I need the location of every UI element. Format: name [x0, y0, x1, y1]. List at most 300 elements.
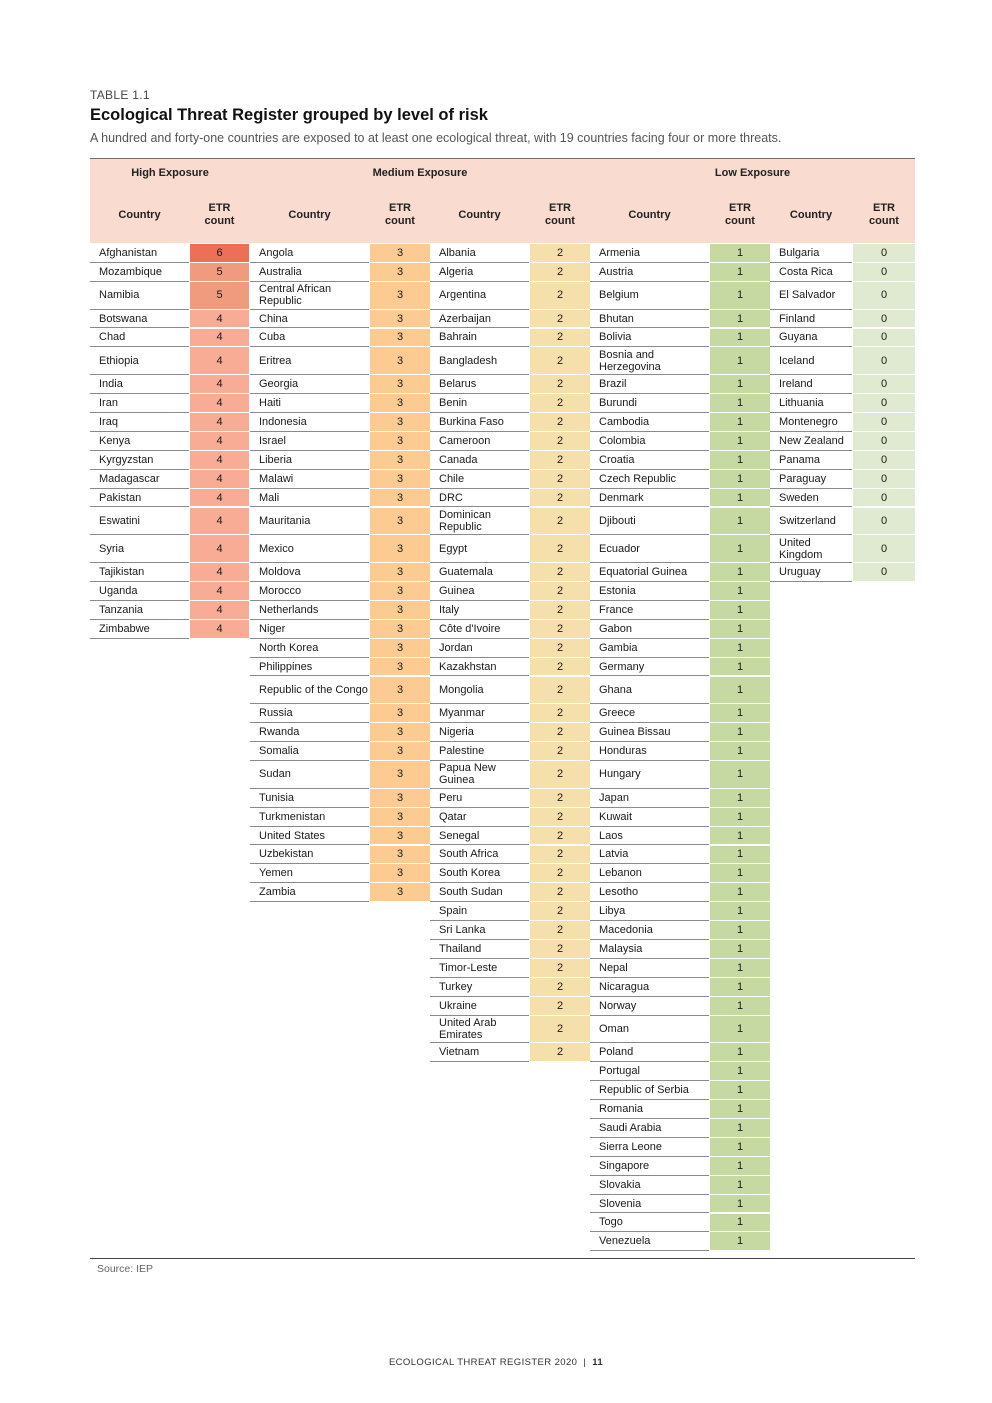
- etr-count-cell: 3: [370, 761, 430, 789]
- table-row: [90, 394, 249, 413]
- table-row: [430, 846, 590, 865]
- etr-count-cell: 5: [190, 263, 249, 282]
- country-name: Guinea: [430, 582, 529, 601]
- col-header-etr-count: ETR count: [725, 202, 755, 227]
- table-row: [250, 677, 430, 705]
- table-row: [250, 451, 430, 470]
- country-name: Paraguay: [770, 470, 852, 489]
- etr-count-cell: 2: [530, 959, 590, 978]
- footer-publication: ECOLOGICAL THREAT REGISTER 2020: [388, 1357, 578, 1368]
- etr-count-cell: 1: [710, 563, 770, 582]
- table-row: [250, 808, 430, 827]
- table-row: [250, 310, 430, 329]
- etr-count-cell: 0: [853, 470, 915, 489]
- etr-count-cell: 1: [710, 1195, 770, 1214]
- table-row: [250, 470, 430, 489]
- country-name: Greece: [590, 704, 709, 723]
- table-row: [430, 789, 590, 808]
- country-name: North Korea: [250, 639, 369, 658]
- country-name: Senegal: [430, 827, 529, 846]
- table-row: [90, 451, 249, 470]
- table-row: [90, 329, 249, 348]
- country-name: Laos: [590, 827, 709, 846]
- country-name: Ethiopia: [90, 347, 189, 375]
- col-header-country: Country: [118, 208, 161, 221]
- table-row: [590, 1214, 770, 1233]
- etr-count-cell: 3: [370, 789, 430, 808]
- country-name: Honduras: [590, 742, 709, 761]
- country-name: Palestine: [430, 742, 529, 761]
- country-name: Belarus: [430, 375, 529, 394]
- table-row: [430, 394, 590, 413]
- etr-count-cell: 1: [710, 1100, 770, 1119]
- table-row: [770, 508, 915, 536]
- table-row: [770, 451, 915, 470]
- etr-count-cell: 0: [853, 563, 915, 582]
- etr-count-cell: 1: [710, 1016, 770, 1044]
- etr-count-cell: 0: [853, 489, 915, 508]
- country-name: Malawi: [250, 470, 369, 489]
- table-row: [590, 535, 770, 563]
- etr-count-cell: 6: [190, 244, 249, 263]
- etr-count-cell: 2: [530, 978, 590, 997]
- etr-count-cell: 3: [370, 704, 430, 723]
- country-name: Bulgaria: [770, 244, 852, 263]
- country-name: Australia: [250, 263, 369, 282]
- table-row: [590, 329, 770, 348]
- country-name: Thailand: [430, 940, 529, 959]
- country-name: Afghanistan: [90, 244, 189, 263]
- etr-count-cell: 3: [370, 263, 430, 282]
- country-name: Peru: [430, 789, 529, 808]
- table-row: [590, 658, 770, 677]
- country-name: Myanmar: [430, 704, 529, 723]
- etr-count-cell: 1: [710, 639, 770, 658]
- etr-count-cell: 1: [710, 1062, 770, 1081]
- table-row: [250, 375, 430, 394]
- footer-separator: |: [583, 1357, 587, 1368]
- table-row: [770, 310, 915, 329]
- etr-count-cell: 2: [530, 394, 590, 413]
- etr-count-cell: 3: [370, 470, 430, 489]
- country-name: Cameroon: [430, 432, 529, 451]
- table-row: [590, 508, 770, 536]
- etr-count-cell: 4: [190, 347, 249, 375]
- table-row: [590, 883, 770, 902]
- country-name: Norway: [590, 997, 709, 1016]
- table-row: [250, 827, 430, 846]
- etr-count-cell: 1: [710, 489, 770, 508]
- etr-count-cell: 4: [190, 375, 249, 394]
- table-row: [250, 563, 430, 582]
- table-row: [90, 375, 249, 394]
- table-row: [250, 263, 430, 282]
- country-name: Guinea Bissau: [590, 723, 709, 742]
- table-row: [430, 997, 590, 1016]
- etr-count-cell: 2: [530, 704, 590, 723]
- table-row: [250, 347, 430, 375]
- table-row: [90, 282, 249, 310]
- country-name: Israel: [250, 432, 369, 451]
- country-name: Mauritania: [250, 508, 369, 536]
- etr-count-cell: 0: [853, 432, 915, 451]
- country-name: Guatemala: [430, 563, 529, 582]
- table-row: [250, 723, 430, 742]
- table-row: [250, 489, 430, 508]
- etr-count-cell: 2: [530, 329, 590, 348]
- etr-count-cell: 3: [370, 244, 430, 263]
- table-row: [590, 601, 770, 620]
- table-row: [430, 601, 590, 620]
- table-row: [430, 413, 590, 432]
- table-row: [250, 658, 430, 677]
- etr-count-cell: 2: [530, 310, 590, 329]
- column-header-row: [90, 187, 915, 243]
- table-row: [590, 677, 770, 705]
- etr-count-cell: 1: [710, 808, 770, 827]
- etr-count-cell: 2: [530, 601, 590, 620]
- table-row: [590, 563, 770, 582]
- country-name: Slovenia: [590, 1195, 709, 1214]
- table-row: [430, 742, 590, 761]
- country-name: Jordan: [430, 639, 529, 658]
- table-row: [590, 997, 770, 1016]
- country-name: Slovakia: [590, 1176, 709, 1195]
- country-name: Pakistan: [90, 489, 189, 508]
- etr-count-cell: 3: [370, 508, 430, 536]
- table-row: [430, 347, 590, 375]
- etr-count-cell: 4: [190, 329, 249, 348]
- etr-count-cell: 1: [710, 263, 770, 282]
- country-name: Burundi: [590, 394, 709, 413]
- etr-count-cell: 1: [710, 432, 770, 451]
- etr-count-cell: 0: [853, 375, 915, 394]
- col-header-etr-count: ETR count: [204, 202, 235, 227]
- country-name: Guyana: [770, 329, 852, 348]
- country-name: Ireland: [770, 375, 852, 394]
- country-name: Sri Lanka: [430, 921, 529, 940]
- table-row: [590, 244, 770, 263]
- table-row: [250, 535, 430, 563]
- country-name: Lesotho: [590, 883, 709, 902]
- country-name: Iceland: [770, 347, 852, 375]
- table-row: [90, 601, 249, 620]
- table-row: [590, 1119, 770, 1138]
- country-name: India: [90, 375, 189, 394]
- table-row: [430, 658, 590, 677]
- etr-count-cell: 2: [530, 677, 590, 705]
- etr-count-cell: 4: [190, 601, 249, 620]
- etr-count-cell: 1: [710, 658, 770, 677]
- etr-count-cell: 1: [710, 677, 770, 705]
- country-name: Russia: [250, 704, 369, 723]
- table-row: [590, 864, 770, 883]
- etr-count-cell: 3: [370, 282, 430, 310]
- table-row: [90, 413, 249, 432]
- group-high-exposure: High Exposure: [131, 167, 209, 179]
- table-row: [430, 978, 590, 997]
- col-header-country: Country: [789, 208, 833, 221]
- etr-count-cell: 3: [370, 451, 430, 470]
- country-name: United States: [250, 827, 369, 846]
- country-name: Ecuador: [590, 535, 709, 563]
- country-name: Somalia: [250, 742, 369, 761]
- country-name: Timor-Leste: [430, 959, 529, 978]
- table-row: [430, 677, 590, 705]
- table-row: [430, 902, 590, 921]
- country-name: Namibia: [90, 282, 189, 310]
- table-row: [770, 329, 915, 348]
- etr-count-cell: 3: [370, 535, 430, 563]
- etr-count-cell: 2: [530, 1016, 590, 1044]
- etr-count-cell: 2: [530, 864, 590, 883]
- etr-count-cell: 2: [530, 508, 590, 536]
- etr-count-cell: 1: [710, 789, 770, 808]
- etr-count-cell: 1: [710, 508, 770, 536]
- etr-count-cell: 3: [370, 582, 430, 601]
- etr-count-cell: 2: [530, 282, 590, 310]
- country-name: Germany: [590, 658, 709, 677]
- etr-count-cell: 1: [710, 704, 770, 723]
- etr-count-cell: 2: [530, 413, 590, 432]
- etr-count-cell: 3: [370, 413, 430, 432]
- etr-count-cell: 2: [530, 789, 590, 808]
- table-row: [590, 639, 770, 658]
- table-row: [770, 394, 915, 413]
- table-row: [430, 451, 590, 470]
- table-row: [590, 789, 770, 808]
- country-name: Estonia: [590, 582, 709, 601]
- country-name: Hungary: [590, 761, 709, 789]
- etr-count-cell: 1: [710, 1138, 770, 1157]
- table-bottom-rule: [90, 1258, 915, 1259]
- country-name: Albania: [430, 244, 529, 263]
- country-name: Switzerland: [770, 508, 852, 536]
- country-name: France: [590, 601, 709, 620]
- etr-count-cell: 1: [710, 742, 770, 761]
- col-header-country: Country: [628, 208, 671, 221]
- table-row: [590, 761, 770, 789]
- country-name: Benin: [430, 394, 529, 413]
- country-name: Angola: [250, 244, 369, 263]
- country-name: Spain: [430, 902, 529, 921]
- etr-count-cell: 2: [530, 375, 590, 394]
- country-name: Tajikistan: [90, 563, 189, 582]
- etr-count-cell: 2: [530, 902, 590, 921]
- etr-count-cell: 1: [710, 761, 770, 789]
- col-header-etr-count: ETR count: [869, 202, 899, 227]
- etr-count-cell: 0: [853, 451, 915, 470]
- country-name: Portugal: [590, 1062, 709, 1081]
- country-name: Romania: [590, 1100, 709, 1119]
- table-row: [590, 1081, 770, 1100]
- country-name: Venezuela: [590, 1232, 709, 1251]
- country-name: Eritrea: [250, 347, 369, 375]
- etr-count-cell: 2: [530, 808, 590, 827]
- col-header-country: Country: [458, 208, 501, 221]
- etr-count-cell: 5: [190, 282, 249, 310]
- etr-count-cell: 2: [530, 347, 590, 375]
- etr-count-cell: 4: [190, 489, 249, 508]
- country-name: Armenia: [590, 244, 709, 263]
- table-row: [90, 263, 249, 282]
- group-medium-exposure: Medium Exposure: [372, 167, 468, 179]
- etr-count-cell: 0: [853, 310, 915, 329]
- table-row: [770, 563, 915, 582]
- table-row: [590, 978, 770, 997]
- etr-count-cell: 3: [370, 620, 430, 639]
- etr-count-cell: 1: [710, 282, 770, 310]
- table-row: [90, 508, 249, 536]
- table-row: [430, 489, 590, 508]
- country-name: Lithuania: [770, 394, 852, 413]
- table-row: [590, 263, 770, 282]
- table-row: [430, 535, 590, 563]
- etr-count-cell: 1: [710, 582, 770, 601]
- table-row: [250, 864, 430, 883]
- country-name: Ghana: [590, 677, 709, 705]
- table-row: [430, 329, 590, 348]
- table-row: [250, 582, 430, 601]
- table-row: [590, 282, 770, 310]
- etr-count-cell: 1: [710, 470, 770, 489]
- country-name: Papua New Guinea: [430, 761, 529, 789]
- etr-count-cell: 0: [853, 413, 915, 432]
- table-row: [770, 470, 915, 489]
- table-row: [250, 789, 430, 808]
- table-row: [430, 1043, 590, 1062]
- table-row: [590, 808, 770, 827]
- country-name: Eswatini: [90, 508, 189, 536]
- country-name: Equatorial Guinea: [590, 563, 709, 582]
- col-header-etr-count: ETR count: [545, 202, 575, 227]
- country-name: Morocco: [250, 582, 369, 601]
- table-row: [430, 704, 590, 723]
- etr-count-cell: 3: [370, 658, 430, 677]
- country-name: Saudi Arabia: [590, 1119, 709, 1138]
- etr-count-cell: 3: [370, 394, 430, 413]
- etr-count-cell: 0: [853, 263, 915, 282]
- etr-count-cell: 1: [710, 978, 770, 997]
- group-header-row: [90, 158, 915, 187]
- country-name: Madagascar: [90, 470, 189, 489]
- etr-count-cell: 2: [530, 489, 590, 508]
- table-row: [90, 310, 249, 329]
- etr-count-cell: 1: [710, 329, 770, 348]
- table-row: [430, 761, 590, 789]
- etr-count-cell: 0: [853, 329, 915, 348]
- etr-count-cell: 0: [853, 508, 915, 536]
- etr-count-cell: 1: [710, 1081, 770, 1100]
- etr-count-cell: 3: [370, 677, 430, 705]
- country-name: Qatar: [430, 808, 529, 827]
- table-row: [430, 375, 590, 394]
- country-name: Cuba: [250, 329, 369, 348]
- country-name: Bahrain: [430, 329, 529, 348]
- country-name: Tanzania: [90, 601, 189, 620]
- etr-count-cell: 2: [530, 827, 590, 846]
- etr-count-cell: 4: [190, 413, 249, 432]
- etr-count-cell: 4: [190, 620, 249, 639]
- etr-count-cell: 1: [710, 921, 770, 940]
- table-row: [590, 1138, 770, 1157]
- table-row: [250, 883, 430, 902]
- etr-count-cell: 3: [370, 639, 430, 658]
- country-name: Mozambique: [90, 263, 189, 282]
- country-name: El Salvador: [770, 282, 852, 310]
- table-row: [430, 921, 590, 940]
- country-name: Japan: [590, 789, 709, 808]
- country-name: Tunisia: [250, 789, 369, 808]
- country-name: Uruguay: [770, 563, 852, 582]
- etr-count-cell: 3: [370, 827, 430, 846]
- etr-count-cell: 2: [530, 263, 590, 282]
- table-row: [590, 375, 770, 394]
- table-row: [590, 1195, 770, 1214]
- country-name: Mongolia: [430, 677, 529, 705]
- table-row: [770, 347, 915, 375]
- etr-count-cell: 1: [710, 864, 770, 883]
- country-name: Liberia: [250, 451, 369, 470]
- etr-count-cell: 4: [190, 451, 249, 470]
- etr-count-cell: 1: [710, 1043, 770, 1062]
- etr-count-cell: 2: [530, 742, 590, 761]
- country-name: Republic of the Congo: [250, 677, 369, 705]
- table-row: [590, 470, 770, 489]
- col-header-country: Country: [288, 208, 331, 221]
- country-name: Malaysia: [590, 940, 709, 959]
- table-row: [770, 375, 915, 394]
- etr-count-cell: 2: [530, 582, 590, 601]
- etr-count-cell: 3: [370, 808, 430, 827]
- country-name: Italy: [430, 601, 529, 620]
- etr-count-cell: 1: [710, 620, 770, 639]
- table-row: [590, 451, 770, 470]
- etr-count-cell: 1: [710, 601, 770, 620]
- country-name: Belgium: [590, 282, 709, 310]
- table-row: [430, 864, 590, 883]
- country-name: Algeria: [430, 263, 529, 282]
- etr-count-cell: 1: [710, 959, 770, 978]
- country-name: Kyrgyzstan: [90, 451, 189, 470]
- country-name: Botswana: [90, 310, 189, 329]
- country-name: United Kingdom: [770, 535, 852, 563]
- country-name: Austria: [590, 263, 709, 282]
- table-row: [430, 263, 590, 282]
- etr-count-cell: 3: [370, 310, 430, 329]
- country-name: Croatia: [590, 451, 709, 470]
- table-row: [770, 263, 915, 282]
- country-name: Macedonia: [590, 921, 709, 940]
- etr-count-cell: 3: [370, 329, 430, 348]
- table-row: [250, 846, 430, 865]
- country-name: Côte d'Ivoire: [430, 620, 529, 639]
- etr-count-cell: 1: [710, 827, 770, 846]
- country-name: Egypt: [430, 535, 529, 563]
- etr-count-cell: 2: [530, 620, 590, 639]
- table-row: [430, 883, 590, 902]
- etr-count-cell: 3: [370, 864, 430, 883]
- table-row: [590, 347, 770, 375]
- table-row: [590, 432, 770, 451]
- table-row: [590, 742, 770, 761]
- etr-count-cell: 1: [710, 347, 770, 375]
- table-row: [430, 827, 590, 846]
- table-row: [90, 620, 249, 639]
- country-name: Bhutan: [590, 310, 709, 329]
- etr-count-cell: 0: [853, 394, 915, 413]
- table-row: [250, 620, 430, 639]
